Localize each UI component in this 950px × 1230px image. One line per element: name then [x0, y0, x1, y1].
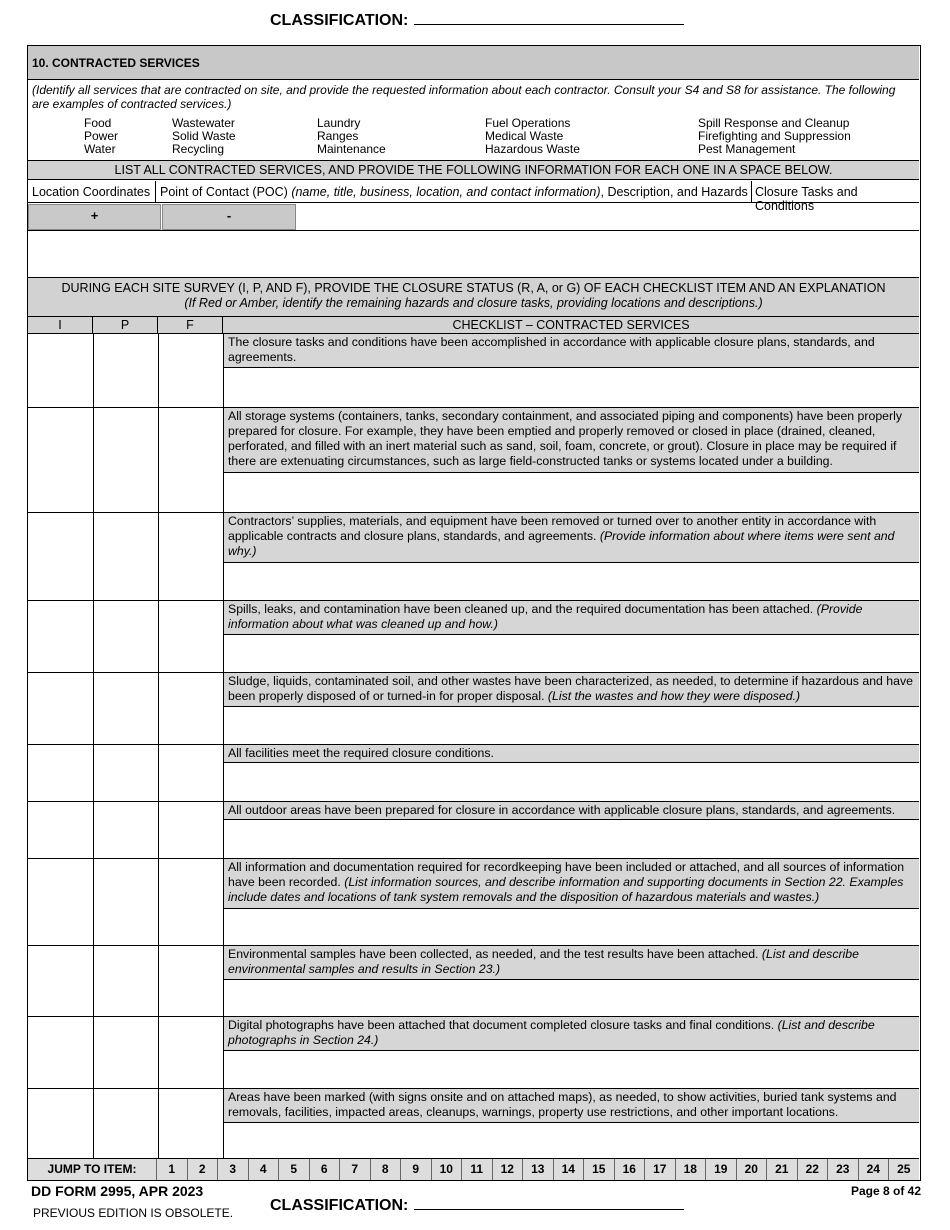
section-instructions: (Identify all services that are contracted on site, and provide the requested information about each contractor. Consult your S4 and S8 for assistance. The following are examples of contracted services.)	[32, 83, 896, 111]
checklist-note: (List information sources, and describe information and supporting documents in Section 22. Examples include dates and locations of tank system removals and the disposition of hazardous materials and wastes.)	[228, 875, 904, 904]
service-example: Water	[84, 141, 116, 156]
col-divider-i	[93, 334, 94, 1158]
jump-item-link[interactable]: 11	[461, 1159, 492, 1180]
checklist-row	[28, 512, 919, 600]
status-field-f[interactable]	[158, 859, 223, 946]
service-example: Fuel Operations	[485, 116, 571, 130]
list-banner: LIST ALL CONTRACTED SERVICES, AND PROVIDE THE FOLLOWING INFORMATION FOR EACH ONE IN A SPACE BELOW.	[28, 160, 919, 180]
service-example: Food	[84, 116, 112, 130]
status-field-p[interactable]	[93, 513, 158, 601]
status-field-f[interactable]	[158, 513, 223, 601]
checklist-statement: Sludge, liquids, contaminated soil, and other wastes have been characterized, as needed, to determine if hazardous and have been properly disposed of or turned-in for proper disposal.	[228, 674, 913, 703]
status-field-i[interactable]	[28, 859, 93, 946]
checklist-statement: The closure tasks and conditions have been accomplished in accordance with applicable closure plans, standards, and agreements.	[228, 335, 875, 364]
jump-item-link[interactable]: 10	[431, 1159, 462, 1180]
add-row-button[interactable]: +	[28, 204, 161, 230]
service-example: Laundry	[317, 116, 361, 130]
service-example: Spill Response and Cleanup	[698, 116, 850, 130]
checklist-statement: Contractors’ supplies, materials, and equipment have been removed or turned over to another entity in accordance with applicable contracts and closure plans, standards, and agreements.	[228, 514, 877, 543]
jump-item-link[interactable]: 3	[217, 1159, 248, 1180]
checklist-row	[28, 600, 919, 672]
status-field-i[interactable]	[28, 1017, 93, 1089]
status-field-p[interactable]	[93, 334, 158, 407]
checklist-row	[28, 672, 919, 744]
checklist-item-text	[223, 859, 919, 909]
explanation-field[interactable]	[223, 909, 919, 946]
survey-banner	[28, 277, 919, 317]
jump-item-link[interactable]: 6	[309, 1159, 340, 1180]
status-field-f[interactable]	[158, 1089, 223, 1159]
status-field-p[interactable]	[93, 1089, 158, 1159]
col-poc: Point of Contact (POC) (name, title, business, location, and contact information), Description, and Hazards	[156, 181, 752, 203]
remove-row-button[interactable]: -	[162, 204, 296, 230]
page-number: Page 8 of 42	[850, 1184, 921, 1198]
status-field-f[interactable]	[158, 946, 223, 1017]
checklist-statement: Spills, leaks, and contamination have been cleaned up, and the required documentation has been attached.	[228, 602, 817, 616]
explanation-field[interactable]	[223, 473, 919, 513]
status-field-f[interactable]	[158, 408, 223, 513]
service-example: Pest Management	[698, 141, 796, 156]
status-field-i[interactable]	[28, 1089, 93, 1159]
checklist-note: (List and describe photographs in Section 24.)	[228, 1018, 875, 1047]
checklist-row	[28, 858, 919, 945]
service-example: Ranges	[317, 128, 359, 143]
jump-item-link[interactable]: 18	[675, 1159, 706, 1180]
checklist-item-text	[223, 673, 919, 707]
status-field-p[interactable]	[93, 408, 158, 513]
checklist-statement: All outdoor areas have been prepared for closure in accordance with applicable closure plans, standards, and agreements.	[228, 803, 896, 817]
jump-item-link[interactable]: 19	[705, 1159, 736, 1180]
jump-item-link[interactable]: 15	[583, 1159, 614, 1180]
status-field-f[interactable]	[158, 1017, 223, 1089]
checklist-row	[28, 744, 919, 801]
checklist-item-text	[223, 802, 919, 820]
checklist-item-text	[223, 1017, 919, 1051]
jump-to-item-bar	[28, 1158, 919, 1180]
status-field-i[interactable]	[28, 513, 93, 601]
status-field-p[interactable]	[93, 802, 158, 859]
explanation-field[interactable]	[223, 368, 919, 407]
checklist-statement: Digital photographs have been attached that document completed closure tasks and final conditions.	[228, 1018, 778, 1032]
jump-item-link[interactable]: 17	[644, 1159, 675, 1180]
explanation-field[interactable]	[223, 820, 919, 859]
status-field-p[interactable]	[93, 1017, 158, 1089]
explanation-field[interactable]	[223, 707, 919, 745]
status-field-p[interactable]	[93, 601, 158, 673]
checklist-item-text	[223, 513, 919, 563]
status-field-i[interactable]	[28, 601, 93, 673]
checklist-item-text	[223, 408, 919, 473]
jump-item-link[interactable]: 12	[492, 1159, 523, 1180]
col-closure-tasks: Closure Tasks and Conditions	[752, 181, 919, 203]
jump-item-link[interactable]: 13	[522, 1159, 553, 1180]
survey-line-2: (If Red or Amber, identify the remaining hazards and closure tasks, providing locations and descriptions.)	[184, 296, 763, 310]
checklist-note: (List and describe environmental samples and results in Section 23.)	[228, 947, 859, 976]
checklist-statement: All information and documentation required for recordkeeping have been included or attached, and all sources of information have been recorded.	[228, 860, 905, 889]
checklist-row	[28, 1088, 919, 1158]
classification-line	[414, 10, 684, 25]
checklist-item-text	[223, 601, 919, 635]
col-location-coordinates: Location Coordinates	[28, 181, 156, 203]
col-divider-f	[223, 334, 224, 1158]
row-divider	[28, 230, 919, 231]
jump-item-link[interactable]: 7	[339, 1159, 370, 1180]
checklist-row	[28, 334, 919, 407]
checklist-row	[28, 945, 919, 1016]
checklist-item-text	[223, 745, 919, 763]
status-field-i[interactable]	[28, 802, 93, 859]
service-example: Solid Waste	[172, 128, 236, 143]
service-example: Wastewater	[172, 116, 235, 130]
jump-item-link[interactable]: 20	[736, 1159, 767, 1180]
contracted-services-section	[27, 45, 921, 1181]
status-field-f[interactable]	[158, 601, 223, 673]
jump-item-link[interactable]: 25	[888, 1159, 919, 1180]
jump-item-link[interactable]: 9	[400, 1159, 431, 1180]
checklist-note: (Provide information about what was cleaned up and how.)	[228, 602, 863, 631]
status-field-i[interactable]	[28, 334, 93, 407]
status-field-p[interactable]	[93, 859, 158, 946]
classification-label: CLASSIFICATION:	[270, 12, 409, 29]
jump-item-link[interactable]: 2	[187, 1159, 218, 1180]
checklist-row	[28, 801, 919, 858]
col-divider-p	[158, 334, 159, 1158]
jump-item-link[interactable]: 24	[858, 1159, 889, 1180]
survey-line-1: DURING EACH SITE SURVEY (I, P, AND F), PROVIDE THE CLOSURE STATUS (R, A, or G) OF EACH CHECKLIST ITEM AND AN EXPLANATION	[61, 281, 886, 295]
classification-header	[270, 10, 684, 30]
status-field-i[interactable]	[28, 408, 93, 513]
service-example: Hazardous Waste	[485, 141, 580, 156]
checklist-statement: All storage systems (containers, tanks, secondary containment, and associated piping and components) have been properly prepared for closure. For example, they have been emptied and properly removed or closed in place (drained, cleaned, perforated, and filled with an inert material such as sand, soil, foam, concrete, or grout). Closure in place may be required if there are extenuating circumstances, such as large field-constructed tanks or systems located under a building.	[228, 409, 902, 468]
checklist-item-text	[223, 946, 919, 980]
explanation-field[interactable]	[223, 1123, 919, 1159]
service-example: Recycling	[172, 141, 225, 156]
service-example: Firefighting and Suppression	[698, 128, 851, 143]
checklist-statement: All facilities meet the required closure conditions.	[228, 746, 494, 760]
status-field-f[interactable]	[158, 745, 223, 802]
checklist-statement: Environmental samples have been collected, as needed, and the test results have been attached.	[228, 947, 762, 961]
jump-item-link[interactable]: 5	[278, 1159, 309, 1180]
classification-label: CLASSIFICATION:	[270, 1197, 409, 1214]
col-progress: P	[93, 316, 158, 334]
checklist-note: (Provide information about where items were sent and why.)	[228, 529, 895, 558]
explanation-field[interactable]	[223, 763, 919, 802]
jump-item-link[interactable]: 4	[248, 1159, 279, 1180]
jump-item-link[interactable]: 16	[614, 1159, 645, 1180]
service-example: Power	[84, 128, 119, 143]
jump-label: JUMP TO ITEM:	[47, 1162, 137, 1176]
explanation-field[interactable]	[223, 563, 919, 601]
col-checklist: CHECKLIST – CONTRACTED SERVICES	[223, 316, 919, 334]
explanation-field[interactable]	[223, 635, 919, 673]
jump-item-link[interactable]: 1	[156, 1159, 187, 1180]
status-field-f[interactable]	[158, 334, 223, 407]
status-field-f[interactable]	[158, 673, 223, 745]
status-field-p[interactable]	[93, 745, 158, 802]
checklist-row	[28, 407, 919, 512]
checklist-statement: Areas have been marked (with signs onsite and on attached maps), as needed, to show activities, buried tank systems and removals, facilities, impacted areas, cleanups, warnings, property use restrictions, and other important locations.	[228, 1090, 897, 1119]
jump-item-link[interactable]: 14	[553, 1159, 584, 1180]
checklist-item-text	[223, 334, 919, 368]
jump-item-link[interactable]: 8	[370, 1159, 401, 1180]
col-final: F	[158, 316, 223, 334]
checklist-item-text	[223, 1089, 919, 1123]
classification-line	[414, 1195, 684, 1210]
section-title: 10. CONTRACTED SERVICES	[28, 46, 919, 80]
explanation-field[interactable]	[223, 1051, 919, 1089]
explanation-field[interactable]	[223, 980, 919, 1017]
service-example: Medical Waste	[485, 128, 564, 143]
status-field-p[interactable]	[93, 673, 158, 745]
obsolete-notice: PREVIOUS EDITION IS OBSOLETE.	[33, 1206, 234, 1220]
service-example: Maintenance	[317, 141, 386, 156]
col-initial: I	[28, 316, 93, 334]
checklist-row	[28, 1016, 919, 1088]
jump-item-link[interactable]: 22	[797, 1159, 828, 1180]
status-field-i[interactable]	[28, 745, 93, 802]
status-field-p[interactable]	[93, 946, 158, 1017]
checklist-note: (List the wastes and how they were disposed.)	[547, 689, 801, 703]
form-number: DD FORM 2995, APR 2023	[31, 1183, 204, 1199]
status-field-f[interactable]	[158, 802, 223, 859]
jump-item-link[interactable]: 21	[766, 1159, 797, 1180]
classification-footer	[270, 1195, 684, 1215]
status-field-i[interactable]	[28, 673, 93, 745]
status-field-i[interactable]	[28, 946, 93, 1017]
jump-item-link[interactable]: 23	[827, 1159, 858, 1180]
